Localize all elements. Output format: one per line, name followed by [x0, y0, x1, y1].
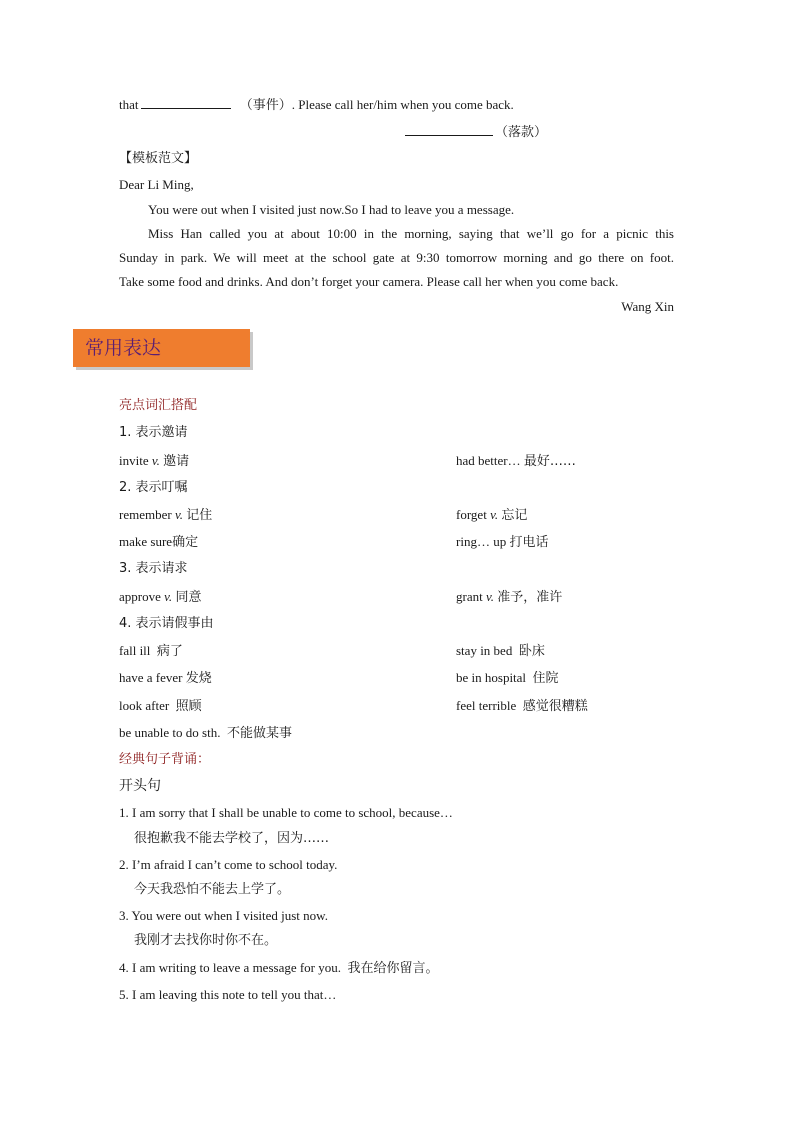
vocab-en: be in hospital [456, 670, 527, 685]
vocab-zh: 病了 [156, 644, 183, 659]
vocab-pos: v. [151, 453, 160, 468]
vocab-zh: 邀请 [163, 454, 190, 469]
vocab-item [456, 696, 588, 717]
vocab-en: feel terrible [456, 698, 517, 713]
vocab-item [456, 641, 545, 662]
sample-para2-line1: Miss Han called you at about 10:00 in the morning, saying that we’ll go for a picnic this [148, 226, 674, 241]
vocab-group-heading: 4. 表示请假事由 [119, 616, 214, 631]
vocab-en: be unable to do sth. [119, 725, 221, 740]
vocab-pos: v. [164, 589, 173, 604]
vocab-en: look after [119, 698, 170, 713]
sample-para2-line3: Take some food and drinks. And don’t forget your camera. Please call her when you come back. [119, 274, 619, 289]
sample-greeting: Dear Li Ming, [119, 177, 194, 192]
vocab-zh: 记住 [186, 508, 213, 523]
vocab-en: make sure [119, 534, 173, 549]
vocab-en: invite [119, 453, 149, 468]
vocab-item [456, 668, 559, 689]
vocab-pos: v. [490, 507, 499, 522]
vocab-item [119, 696, 202, 717]
vocab-item [119, 587, 201, 608]
vocab-item [456, 451, 576, 472]
vocab-en: remember [119, 507, 172, 522]
sentence-zh: 今天我恐怕不能去上学了。 [134, 882, 291, 897]
vocab-zh: 照顾 [175, 699, 202, 714]
vocab-zh: 打电话 [509, 535, 549, 550]
event-label: （事件） [239, 98, 292, 113]
sentence-zh: 我在给你留言。 [347, 961, 439, 976]
sentences-subtitle: 开头句 [119, 778, 161, 794]
sentence-en: 5. I am leaving this note to tell you that… [119, 987, 337, 1002]
sentence-zh: 我刚才去找你时你不在。 [134, 933, 278, 948]
vocab-pos: v. [485, 589, 495, 604]
vocab-item [119, 723, 292, 744]
sentence-en: 1. I am sorry that I shall be unable to come to school, because… [119, 805, 453, 820]
blank-signature [405, 122, 493, 136]
vocab-pos: v. [174, 507, 184, 522]
vocab-zh: 发烧 [185, 671, 212, 686]
line-suffix: . Please call her/him when you come back. [291, 97, 514, 112]
template-line-signature [403, 122, 547, 143]
sentence-en: 2. I’m afraid I can’t come to school today. [119, 857, 338, 872]
vocab-zh: 确定 [172, 535, 199, 550]
vocab-en: fall ill [119, 643, 151, 658]
vocab-en: grant [456, 589, 483, 604]
vocab-group-heading: 3. 表示请求 [119, 561, 188, 576]
vocab-en: stay in bed [456, 643, 513, 658]
vocab-zh: 同意 [175, 590, 202, 605]
sample-para2-line2: Sunday in park. We will meet at the school gate at 9:30 tomorrow morning and go there on foot. [119, 250, 674, 265]
vocab-zh: 最好…… [523, 454, 576, 469]
vocab-zh: 不能做某事 [226, 726, 292, 741]
vocab-zh: 准予，准许 [497, 590, 563, 605]
sample-para1: You were out when I visited just now.So I had to leave you a message. [148, 202, 515, 217]
vocab-zh: 住院 [532, 671, 559, 686]
vocab-item [119, 668, 212, 689]
vocab-zh: 卧床 [518, 644, 545, 659]
vocab-title: 亮点词汇搭配 [119, 398, 198, 413]
section-banner-title: 常用表达 [85, 337, 162, 359]
vocab-en: forget [456, 507, 487, 522]
sentence-en: 3. You were out when I visited just now. [119, 908, 328, 923]
signature-label: （落款） [495, 125, 548, 140]
sample-title: 【模板范文】 [119, 151, 198, 166]
vocab-en: ring… up [456, 534, 507, 549]
vocab-group-heading: 2. 表示叮嘱 [119, 480, 188, 495]
vocab-item [119, 532, 198, 553]
blank-event [141, 95, 231, 109]
vocab-item [456, 505, 527, 526]
vocab-en: approve [119, 589, 161, 604]
sentence-zh: 很抱歉我不能去学校了，因为…… [134, 831, 330, 846]
vocab-item [119, 641, 183, 662]
sample-signature: Wang Xin [621, 299, 674, 314]
vocab-item [456, 532, 548, 553]
vocab-zh: 感觉很糟糕 [522, 699, 588, 714]
sentence-item [119, 958, 439, 979]
vocab-zh: 忘记 [501, 508, 528, 523]
template-line-event [119, 95, 514, 116]
vocab-en: had better… [456, 453, 521, 468]
sentences-title: 经典句子背诵： [119, 752, 211, 767]
sentence-en: 4. I am writing to leave a message for you. [119, 960, 342, 975]
section-banner [73, 329, 250, 367]
vocab-en: have a fever [119, 670, 183, 685]
vocab-item [456, 587, 562, 608]
vocab-item [119, 451, 189, 472]
vocab-group-heading: 1. 表示邀请 [119, 425, 188, 440]
line-prefix: that [119, 97, 139, 112]
vocab-item [119, 505, 212, 526]
